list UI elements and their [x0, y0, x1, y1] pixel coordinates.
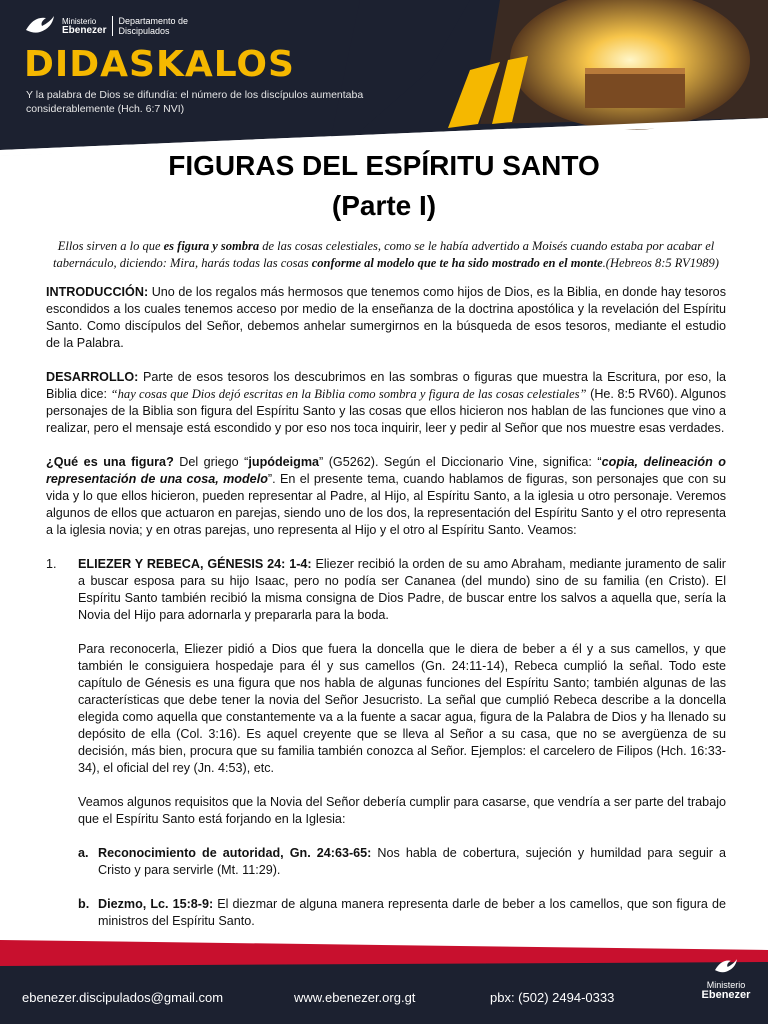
epigraph-reference: .(Hebreos 8:5 RV1989)	[602, 256, 719, 270]
sublist-desc: Nos habla de cobertura, sujeción y humildad para seguir a Cristo y para servirle (Mt. 11:29).	[98, 846, 727, 877]
logo-name: Ebenezer	[62, 25, 107, 36]
desarrollo-text: (He. 8:5 RV60). Algunos personajes de la Biblia son figura del Espíritu Santo y las cosas que ellos hicieron nos hablan de las funciones que vino a realizar, pero el mensaje está escondido y por eso nos toca inquirir, leer y pedir al Señor que nos muestre esas verdades.	[46, 387, 727, 435]
sublist-letter: a.	[78, 846, 89, 860]
list-item-body	[78, 556, 726, 845]
ministry-logo	[24, 12, 188, 40]
footer-logo	[696, 956, 756, 1000]
logo-wordmark	[62, 17, 106, 35]
figura-text: ”. En el presente tema, cuando hablamos de figuras, son personajes que con su vida y lo que ellos hicieron, pueden representar al Padre, al Hijo, al Espíritu Santo, a la iglesia u otro personaje. Veremos algunos de ellos que actuaron en parejas, siendo uno de los dos, la representación del Espíritu Santo y el otro representa a la iglesia novia; y en otras parejas, uno representa al Hijo y el otro al Espíritu Santo. Veamos:	[46, 472, 727, 537]
title-line2: (Parte I)	[331, 190, 437, 221]
sublist-label: Diezmo, Lc. 15:8-9:	[98, 897, 214, 911]
sublist-text	[98, 845, 726, 879]
epigraph-bold: es figura y sombra	[163, 239, 260, 253]
item1-paragraph-2: Para reconocerla, Eliezer pidió a Dios que fuera la doncella que le diera de beber a él y a sus camellos, y que también le consiguiera hospedaje para él y sus camellos (Gn. 24:11-14), Rebeca cumplió la señal. Todo este capítulo de Génesis es una figura que nos habla de algunas funciones del Espíritu Santo; también algunas de las características que debe tener la novia del Señor Jesucristo. La señal que cumplió Rebeca describe a la doncella elegida como aquella que constantemente va a la fuente a sacar agua, figura de la Palabra de Dios y ha llenado su depósito de ella (Col. 3:16). Es aquel creyente que se lleva al Señor a su casa, que no se avergüenza de su decisión, más bien, procura que su familia también conozca al Señor. Ejemplos: el carcelero de Filipos (Hch. 16:33-34), el oficial del rey (Jn. 4:53), etc.	[78, 642, 726, 775]
logo-dept-line2: Discipulados	[118, 26, 170, 36]
item1-paragraph	[78, 556, 726, 624]
brand-title: DIDASKALOS	[24, 44, 295, 85]
page-title	[0, 146, 768, 226]
header-banner	[0, 0, 768, 156]
intro-label: INTRODUCCIÓN:	[46, 285, 149, 299]
document-body	[46, 284, 726, 998]
footer-logo-name: Ebenezer	[701, 989, 751, 1001]
footer-background	[0, 940, 768, 1024]
item1-text: Eliezer recibió la orden de su amo Abraham, mediante juramento de salir a buscar esposa para su hijo Isaac, pero no podía ser Cananea (del mundo) sino de su familia (en Cristo). El Espíritu Santo también recibió la misma consigna de Dios Padre, de buscar entre los salvos a aquella que, sería la Novia del Hijo para adornarla y prepararla para la boda.	[78, 557, 726, 622]
figura-text: ” (G5262). Según el Diccionario Vine, significa: “	[319, 455, 602, 469]
sublist-desc: El diezmar de alguna manera representa darle de beber a los camellos, que son figura de ministros del Espíritu Santo.	[98, 897, 726, 928]
sublist-label: Reconocimiento de autoridad, Gn. 24:63-65:	[98, 846, 372, 860]
footer-website[interactable]: www.ebenezer.org.gt	[294, 990, 416, 1005]
title-line1: FIGURAS DEL ESPÍRITU SANTO	[168, 150, 600, 181]
logo-small-text: Ministerio	[62, 17, 97, 26]
intro-text: Uno de los regalos más hermosos que tenemos como hijos de Dios, es la Biblia, en donde hay tesoros escondidos a los cuales tenemos acceso por medio de la enseñanza de la doctrina apostólica y la revelación del Espíritu Santo. Como discípulos del Señor, debemos anhelar sumergirnos en la búsqueda de esos tesoros, mediante el estudio de la Palabra.	[46, 285, 726, 350]
logo-dept-line1: Departamento de	[118, 16, 189, 26]
figura-paragraph	[46, 454, 726, 539]
desarrollo-paragraph	[46, 369, 726, 437]
footer-phone: pbx: (502) 2494-0333	[490, 990, 615, 1005]
footer-logo-small: Ministerio	[706, 980, 746, 990]
sublist-letter: b.	[78, 897, 90, 911]
item1-paragraph-3: Veamos algunos requisitos que la Novia del Señor debería cumplir para casarse, que vendría a ser parte del trabajo que el Espíritu Santo está forjando en la Iglesia:	[78, 795, 726, 826]
list-number: 1.	[46, 557, 57, 571]
epigraph-text: de las cosas celestiales, como se le había advertido a Moisés cuando estaba por acabar el tabernáculo, diciendo: Mira, harás todas las cosas	[53, 239, 715, 270]
footer-email[interactable]: ebenezer.discipulados@gmail.com	[22, 990, 224, 1005]
epigraph-text: Ellos sirven a lo que	[57, 239, 164, 253]
figura-text: Del griego “	[173, 455, 249, 469]
intro-paragraph	[46, 284, 726, 352]
figura-greek-word: jupódeigma	[248, 455, 320, 469]
figura-definition: copia, delineación o representación de una cosa, modelo	[46, 455, 726, 486]
sublist-text	[98, 896, 726, 930]
epigraph-verse	[46, 238, 726, 272]
sublist-item	[78, 896, 726, 930]
footer-banner	[0, 940, 768, 1024]
epigraph-bold: conforme al modelo que te ha sido mostrado en el monte	[311, 256, 603, 270]
sublist-item	[78, 845, 726, 879]
desarrollo-label: DESARROLLO:	[46, 370, 139, 384]
list-item-1	[46, 556, 726, 845]
dove-icon	[24, 12, 56, 40]
desarrollo-quote: “hay cosas que Dios dejó escritas en la Biblia como sombra y figura de las cosas celestiales”	[110, 387, 587, 401]
dove-icon	[712, 956, 740, 978]
logo-department	[112, 16, 188, 36]
brand-tagline: Y la palabra de Dios se difundía: el número de los discípulos aumentaba considerablemente (Hch. 6:7 NVI)	[26, 89, 364, 115]
desarrollo-text: Parte de esos tesoros los descubrimos en las sombras o figuras que muestra la Escritura, por eso, la Biblia dice:	[46, 370, 726, 401]
figura-label: ¿Qué es una figura?	[46, 455, 174, 469]
item1-label: ELIEZER Y REBECA, GÉNESIS 24: 1-4:	[78, 557, 312, 571]
